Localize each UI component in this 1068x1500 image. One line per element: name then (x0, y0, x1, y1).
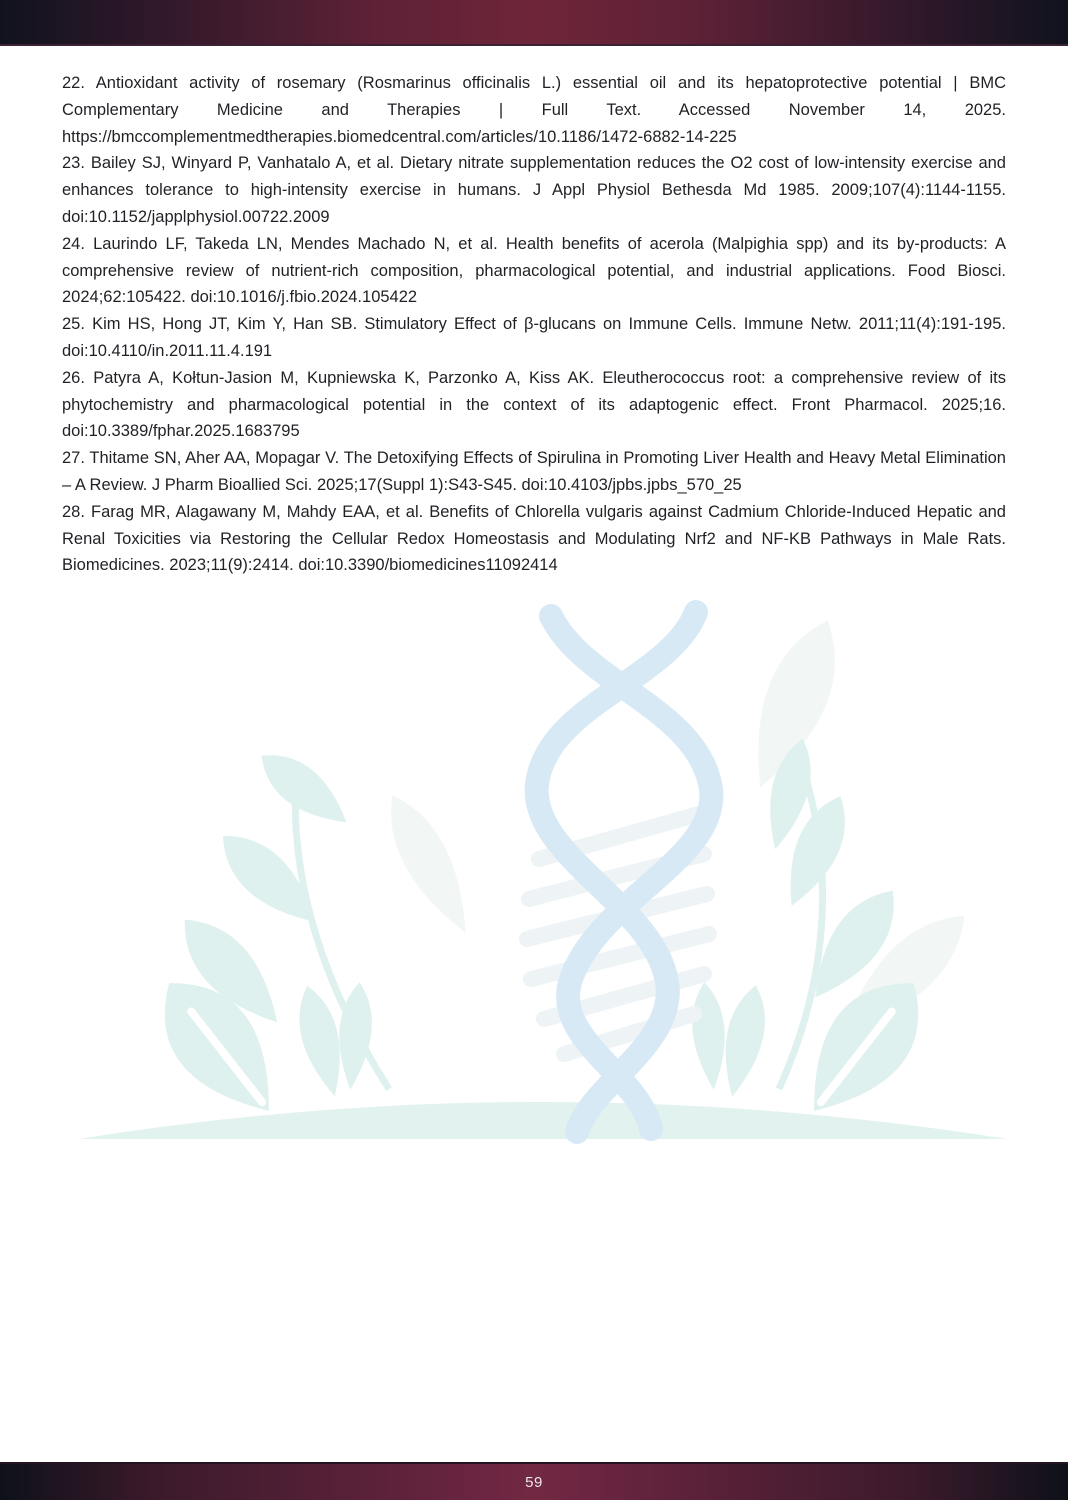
footer-bar (0, 1462, 1068, 1500)
right-laurel-branch-icon (688, 734, 945, 1135)
top-border-bar (0, 0, 1068, 46)
faint-leaves-icon (373, 609, 983, 1051)
page-number: 59 (525, 1473, 543, 1491)
reference-24: 24. Laurindo LF, Takeda LN, Mendes Machado N, et al. Health benefits of acerola (Malpighia spp) and its by-products: A comprehensive review of nutrient-rich composition, pharmacological potential, and industrial applications. Food Biosci. 2024;62:105422. doi:10.1016/j.fbio.2024.105422 (62, 234, 1006, 307)
reference-23: 23. Bailey SJ, Winyard P, Vanhatalo A, et al. Dietary nitrate supplementation reduces the O2 cost of low-intensity exercise and enhances tolerance to high-intensity exercise in humans. J Appl Physiol Bethesda Md 1985. 2009;107(4):1144-1155. doi:10.1152/japplphysiol.00722.2009 (62, 154, 1006, 226)
left-laurel-branch-icon (138, 740, 389, 1135)
references-list (62, 70, 1006, 579)
reference-25: 25. Kim HS, Hong JT, Kim Y, Han SB. Stimulatory Effect of β-glucans on Immune Cells. Immune Netw. 2011;11(4):191-195. doi:10.4110/in.2011.11.4.191 (62, 315, 1006, 360)
dna-laurel-watermark (59, 599, 1009, 1144)
dna-helix-icon (537, 612, 712, 1132)
reference-27: 27. Thitame SN, Aher AA, Mopagar V. The Detoxifying Effects of Spirulina in Promoting Liver Health and Heavy Metal Elimination – A Review. J Pharm Bioallied Sci. 2025;17(Suppl 1):S43-S45. doi:10.4103/jpbs.jpbs_570_25 (62, 449, 1006, 494)
dna-rungs-icon (527, 814, 709, 1054)
reference-26: 26. Patyra A, Kołtun-Jasion M, Kupniewska K, Parzonko A, Kiss AK. Eleutherococcus root: a comprehensive review of its phytochemistry and pharmacological potential in the context of its adaptogenic effect. Front Pharmacol. 2025;16. doi:10.3389/fphar.2025.1683795 (62, 368, 1006, 441)
reference-22: 22. Antioxidant activity of rosemary (Rosmarinus officinalis L.) essential oil and its hepatoprotective potential | BMC Complementary Medicine and Therapies | Full Text. Accessed November 14, 2025. https://bmccomplementmedtherapies.biomedcentral.com/articles/10.1186/1472-6882-14-225 (62, 74, 1006, 146)
ground-arc-icon (79, 1102, 1007, 1139)
references-section (0, 44, 1068, 1464)
reference-28: 28. Farag MR, Alagawany M, Mahdy EAA, et al. Benefits of Chlorella vulgaris against Cadmium Chloride-Induced Hepatic and Renal Toxicities via Restoring the Cellular Redox Homeostasis and Modulating Nrf2 and NF-KB Pathways in Male Rats. Biomedicines. 2023;11(9):2414. doi:10.3390/biomedicines11092414 (62, 502, 1006, 575)
